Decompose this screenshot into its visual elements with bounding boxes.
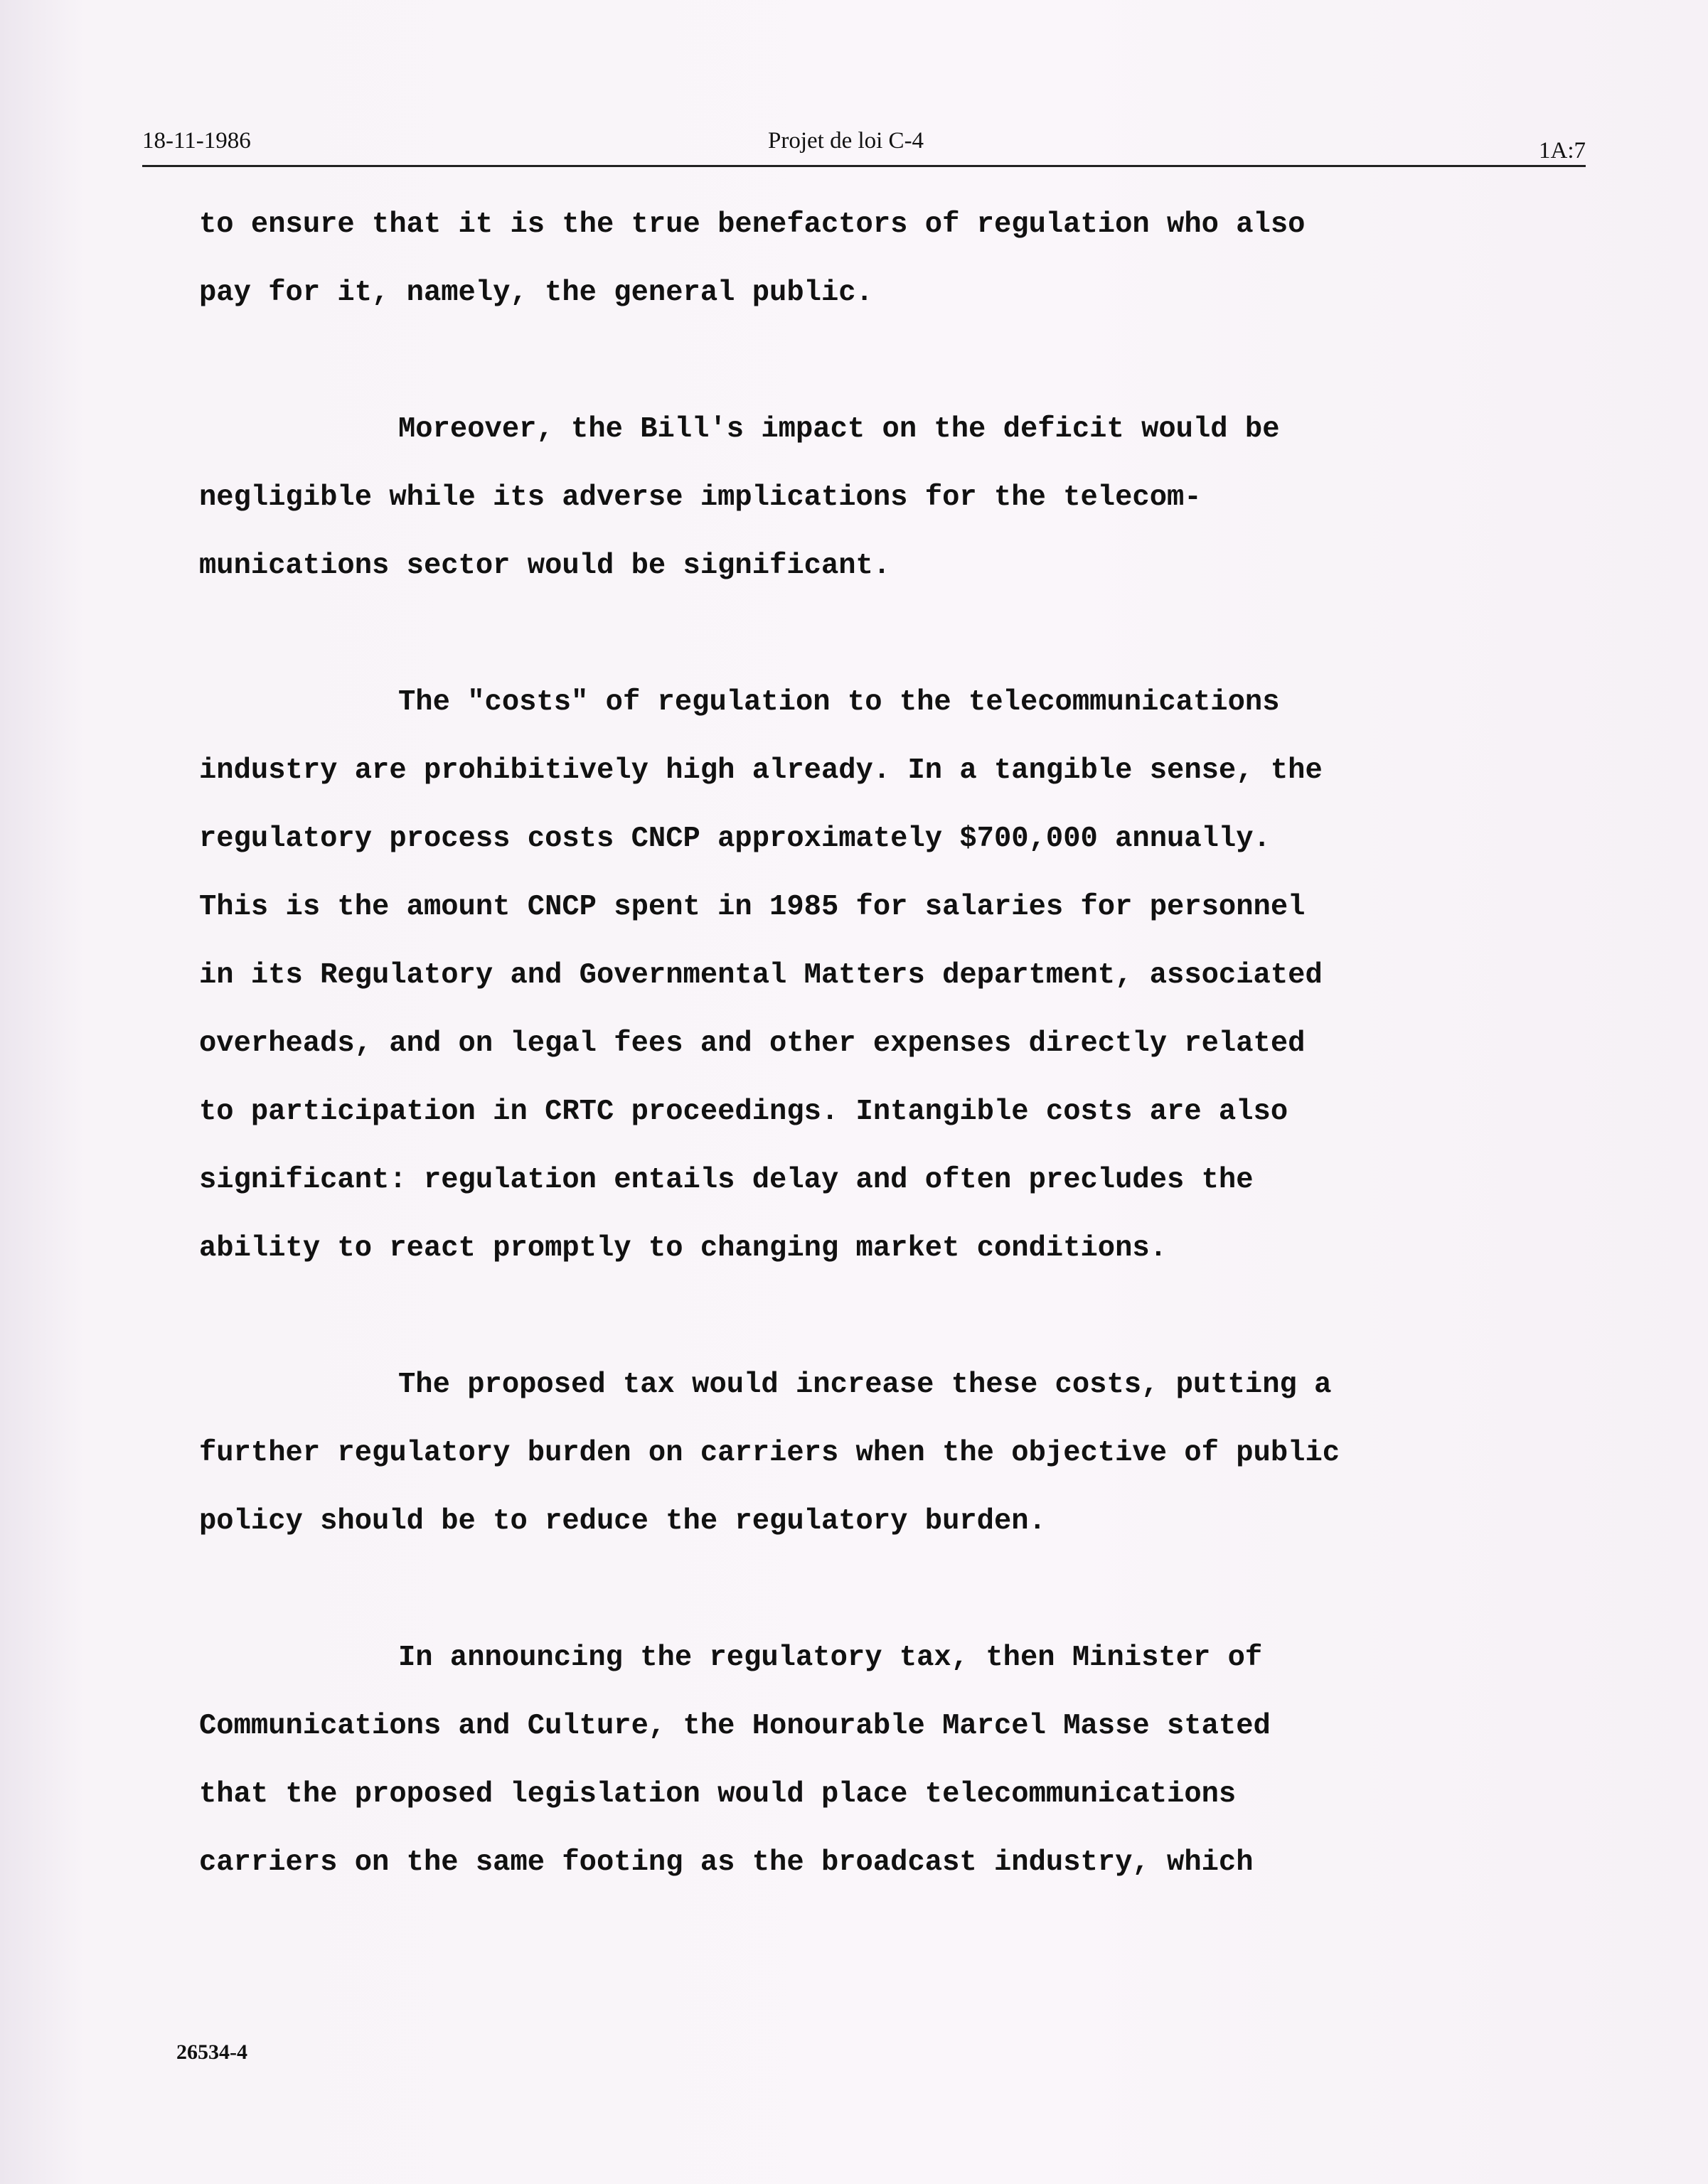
- text-line: The proposed tax would increase these costs, putting a: [398, 1369, 1332, 1401]
- text-line: to ensure that it is the true benefactors of regulation who also: [199, 208, 1306, 241]
- header-date: 18-11-1986: [142, 128, 251, 154]
- text-line: in its Regulatory and Governmental Matters department, associated: [199, 959, 1323, 992]
- paragraph: [199, 668, 1536, 1283]
- text-line: industry are prohibitively high already. In a tangible sense, the: [199, 754, 1323, 787]
- text-line: further regulatory burden on carriers when the objective of public: [199, 1437, 1340, 1470]
- text-line: carriers on the same footing as the broadcast industry, which: [199, 1846, 1254, 1879]
- header-title: Projet de loi C-4: [768, 128, 924, 154]
- paragraph: [199, 1624, 1536, 1897]
- text-line: In announcing the regulatory tax, then Minister of: [398, 1642, 1263, 1674]
- text-line: Communications and Culture, the Honourable Marcel Masse stated: [199, 1710, 1271, 1743]
- text-line: significant: regulation entails delay and often precludes the: [199, 1164, 1254, 1197]
- text-line: munications sector would be significant.: [199, 550, 891, 582]
- text-line: This is the amount CNCP spent in 1985 for salaries for personnel: [199, 891, 1306, 924]
- text-line: The "costs" of regulation to the telecommunications: [398, 686, 1280, 719]
- text-line: overheads, and on legal fees and other expenses directly related: [199, 1027, 1306, 1060]
- document-body: [199, 191, 1536, 1965]
- text-line: that the proposed legislation would place telecommunications: [199, 1778, 1237, 1811]
- header-rule: [142, 165, 1586, 167]
- paragraph: [199, 191, 1536, 327]
- text-line: regulatory process costs CNCP approximately $700,000 annually.: [199, 823, 1271, 855]
- text-line: ability to react promptly to changing market conditions.: [199, 1232, 1168, 1265]
- text-line: Moreover, the Bill's impact on the deficit would be: [398, 413, 1280, 446]
- header-page-number: 1A:7: [1539, 138, 1586, 164]
- text-line: to participation in CRTC proceedings. Intangible costs are also: [199, 1096, 1288, 1128]
- text-line: policy should be to reduce the regulatory burden.: [199, 1505, 1046, 1538]
- paragraph: [199, 395, 1536, 600]
- paragraph: [199, 1351, 1536, 1556]
- page-header: [142, 128, 1586, 171]
- text-line: negligible while its adverse implications for the telecom-: [199, 481, 1202, 514]
- footer-code: 26534-4: [176, 2040, 247, 2064]
- text-line: pay for it, namely, the general public.: [199, 277, 873, 309]
